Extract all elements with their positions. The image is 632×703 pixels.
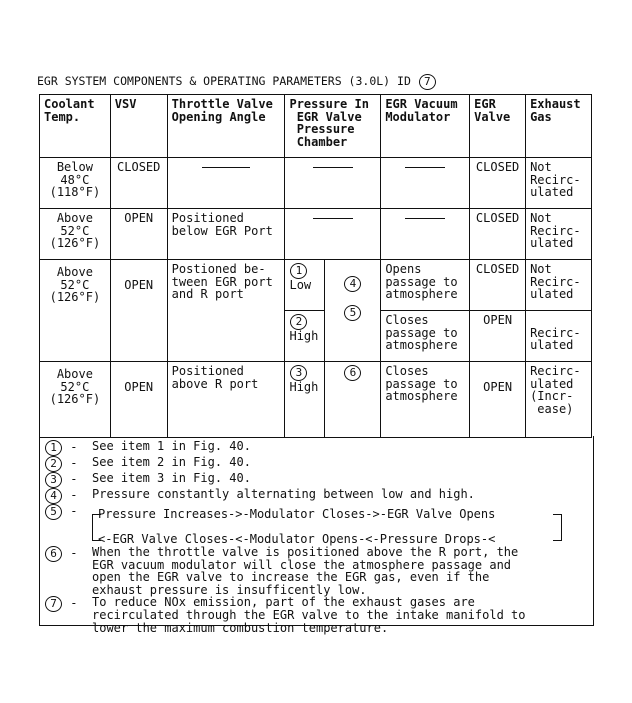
- r2-exhaust: Not Recirc- ulated: [526, 209, 592, 260]
- table-row: [40, 362, 592, 438]
- note-5: 5 -: [44, 504, 589, 520]
- pressure-high-label: High: [289, 380, 319, 394]
- ref-4: 4: [344, 276, 361, 292]
- pressure-low-label: Low: [289, 278, 312, 292]
- r2-pressure: [285, 209, 381, 260]
- header-pressure: Pressure In EGR Valve Pressure Chamber: [285, 95, 381, 158]
- table-row: [40, 209, 592, 260]
- dash-line: [405, 167, 445, 168]
- note-text: Pressure constantly alternating between low and high.: [92, 487, 475, 501]
- egr-parameters-table: [39, 94, 592, 438]
- r4-vsv: OPEN: [110, 362, 167, 438]
- note-text: See item 3 in Fig. 40.: [92, 471, 251, 485]
- document-title: [37, 74, 437, 90]
- note-7: 7 - To reduce NOx emission, part of the exhaust gases are recirculated through the EGR valve to the intake manifold to lower the maximum combustion temperature.: [44, 596, 589, 634]
- r1-egr-valve: CLOSED: [470, 158, 526, 209]
- r3-pressure-high: [285, 311, 325, 362]
- r4-exhaust: Recirc- ulated (Incr- ease): [526, 362, 592, 438]
- r3-egr-valve-b: OPEN: [470, 311, 526, 362]
- r2-throttle: Positioned below EGR Port: [167, 209, 285, 260]
- r3-modulator-b: Closes passage to atmosphere: [381, 311, 470, 362]
- cycle-arrow-right: [553, 514, 562, 541]
- r1-pressure: [285, 158, 381, 209]
- r3-throttle: Postioned be- tween EGR port and R port: [167, 260, 285, 362]
- note-text: To reduce NOx emission, part of the exhaust gases are recirculated through the EGR valve to the intake manifold to lower the maximum combustion temperature.: [92, 595, 526, 635]
- pressure-cycle-diagram: [92, 508, 562, 546]
- header-modulator: EGR Vacuum Modulator: [381, 95, 470, 158]
- note-1: 1 - See item 1 in Fig. 40.: [44, 440, 589, 456]
- r3-vsv: OPEN: [110, 260, 167, 362]
- r3-pressure-cycle: [325, 260, 381, 362]
- note-3: 3 - See item 3 in Fig. 40.: [44, 472, 589, 488]
- r1-vsv: CLOSED: [110, 158, 167, 209]
- note-text: When the throttle valve is positioned above the R port, the EGR vacuum modulator will close the atmosphere passage and open the EGR valve to increase the EGR gas, even if the exhaust pressure is insufficently low.: [92, 545, 519, 597]
- note-ref-5: 5: [45, 504, 62, 520]
- r3-coolant: Above 52°C (126°F): [40, 260, 111, 362]
- r1-coolant: Below 48°C (118°F): [40, 158, 111, 209]
- r3-pressure-low: [285, 260, 325, 311]
- r4-coolant: Above 52°C (126°F): [40, 362, 111, 438]
- note-ref-3: 3: [45, 472, 62, 488]
- cycle-bottom-text: <-EGR Valve Closes-<-Modulator Opens-<-Pressure Drops-<: [98, 532, 496, 546]
- ref-5: 5: [344, 305, 361, 321]
- table-row: [40, 158, 592, 209]
- header-row: [40, 95, 592, 158]
- header-vsv: VSV: [110, 95, 167, 158]
- note-4: 4 - Pressure constantly alternating between low and high.: [44, 488, 589, 504]
- note-text: See item 2 in Fig. 40.: [92, 455, 251, 469]
- r4-throttle: Positioned above R port: [167, 362, 285, 438]
- ref-6: 6: [344, 365, 361, 381]
- r3-exhaust-a: Not Recirc- ulated: [526, 260, 592, 311]
- r3-egr-valve-a: CLOSED: [470, 260, 526, 311]
- title-ref-7: 7: [419, 74, 436, 90]
- ref-1: 1: [290, 263, 307, 279]
- note-2: 2 - See item 2 in Fig. 40.: [44, 456, 589, 472]
- r2-vsv: OPEN: [110, 209, 167, 260]
- dash-line: [313, 167, 353, 168]
- r1-exhaust: Not Recirc- ulated: [526, 158, 592, 209]
- note-text: See item 1 in Fig. 40.: [92, 439, 251, 453]
- dash-line: [405, 218, 445, 219]
- r4-egr-valve: OPEN: [470, 362, 526, 438]
- r4-pressure-note: [325, 362, 381, 438]
- dash-line: [202, 167, 250, 168]
- r1-throttle: [167, 158, 285, 209]
- ref-3: 3: [290, 365, 307, 381]
- note-ref-1: 1: [45, 440, 62, 456]
- note-ref-2: 2: [45, 456, 62, 472]
- r2-egr-valve: CLOSED: [470, 209, 526, 260]
- header-exhaust: Exhaust Gas: [526, 95, 592, 158]
- note-ref-6: 6: [45, 546, 62, 562]
- r2-coolant: Above 52°C (126°F): [40, 209, 111, 260]
- r3-modulator-a: Opens passage to atmosphere: [381, 260, 470, 311]
- ref-2: 2: [290, 314, 307, 330]
- note-ref-4: 4: [45, 488, 62, 504]
- table-row: [40, 260, 592, 311]
- r4-pressure: [285, 362, 325, 438]
- r2-modulator: [381, 209, 470, 260]
- r3-exhaust-b: Recirc- ulated: [526, 311, 592, 362]
- footnotes: [39, 436, 594, 635]
- note-ref-7: 7: [45, 596, 62, 612]
- dash-line: [313, 218, 353, 219]
- r1-modulator: [381, 158, 470, 209]
- r4-modulator: Closes passage to atmosphere: [381, 362, 470, 438]
- cycle-top-text: Pressure Increases->-Modulator Closes->-EGR Valve Opens: [98, 507, 496, 521]
- pressure-high-label: High: [289, 329, 319, 343]
- note-6: 6 - When the throttle valve is positioned above the R port, the EGR vacuum modulator will close the atmosphere passage and open the EGR valve to increase the EGR gas, even if the exhaust pressure is insufficently low.: [44, 546, 589, 596]
- header-throttle: Throttle Valve Opening Angle: [167, 95, 285, 158]
- header-egr-valve: EGR Valve: [470, 95, 526, 158]
- header-coolant: Coolant Temp.: [40, 95, 111, 158]
- title-text: EGR SYSTEM COMPONENTS & OPERATING PARAMETERS (3.0L) ID: [37, 74, 411, 88]
